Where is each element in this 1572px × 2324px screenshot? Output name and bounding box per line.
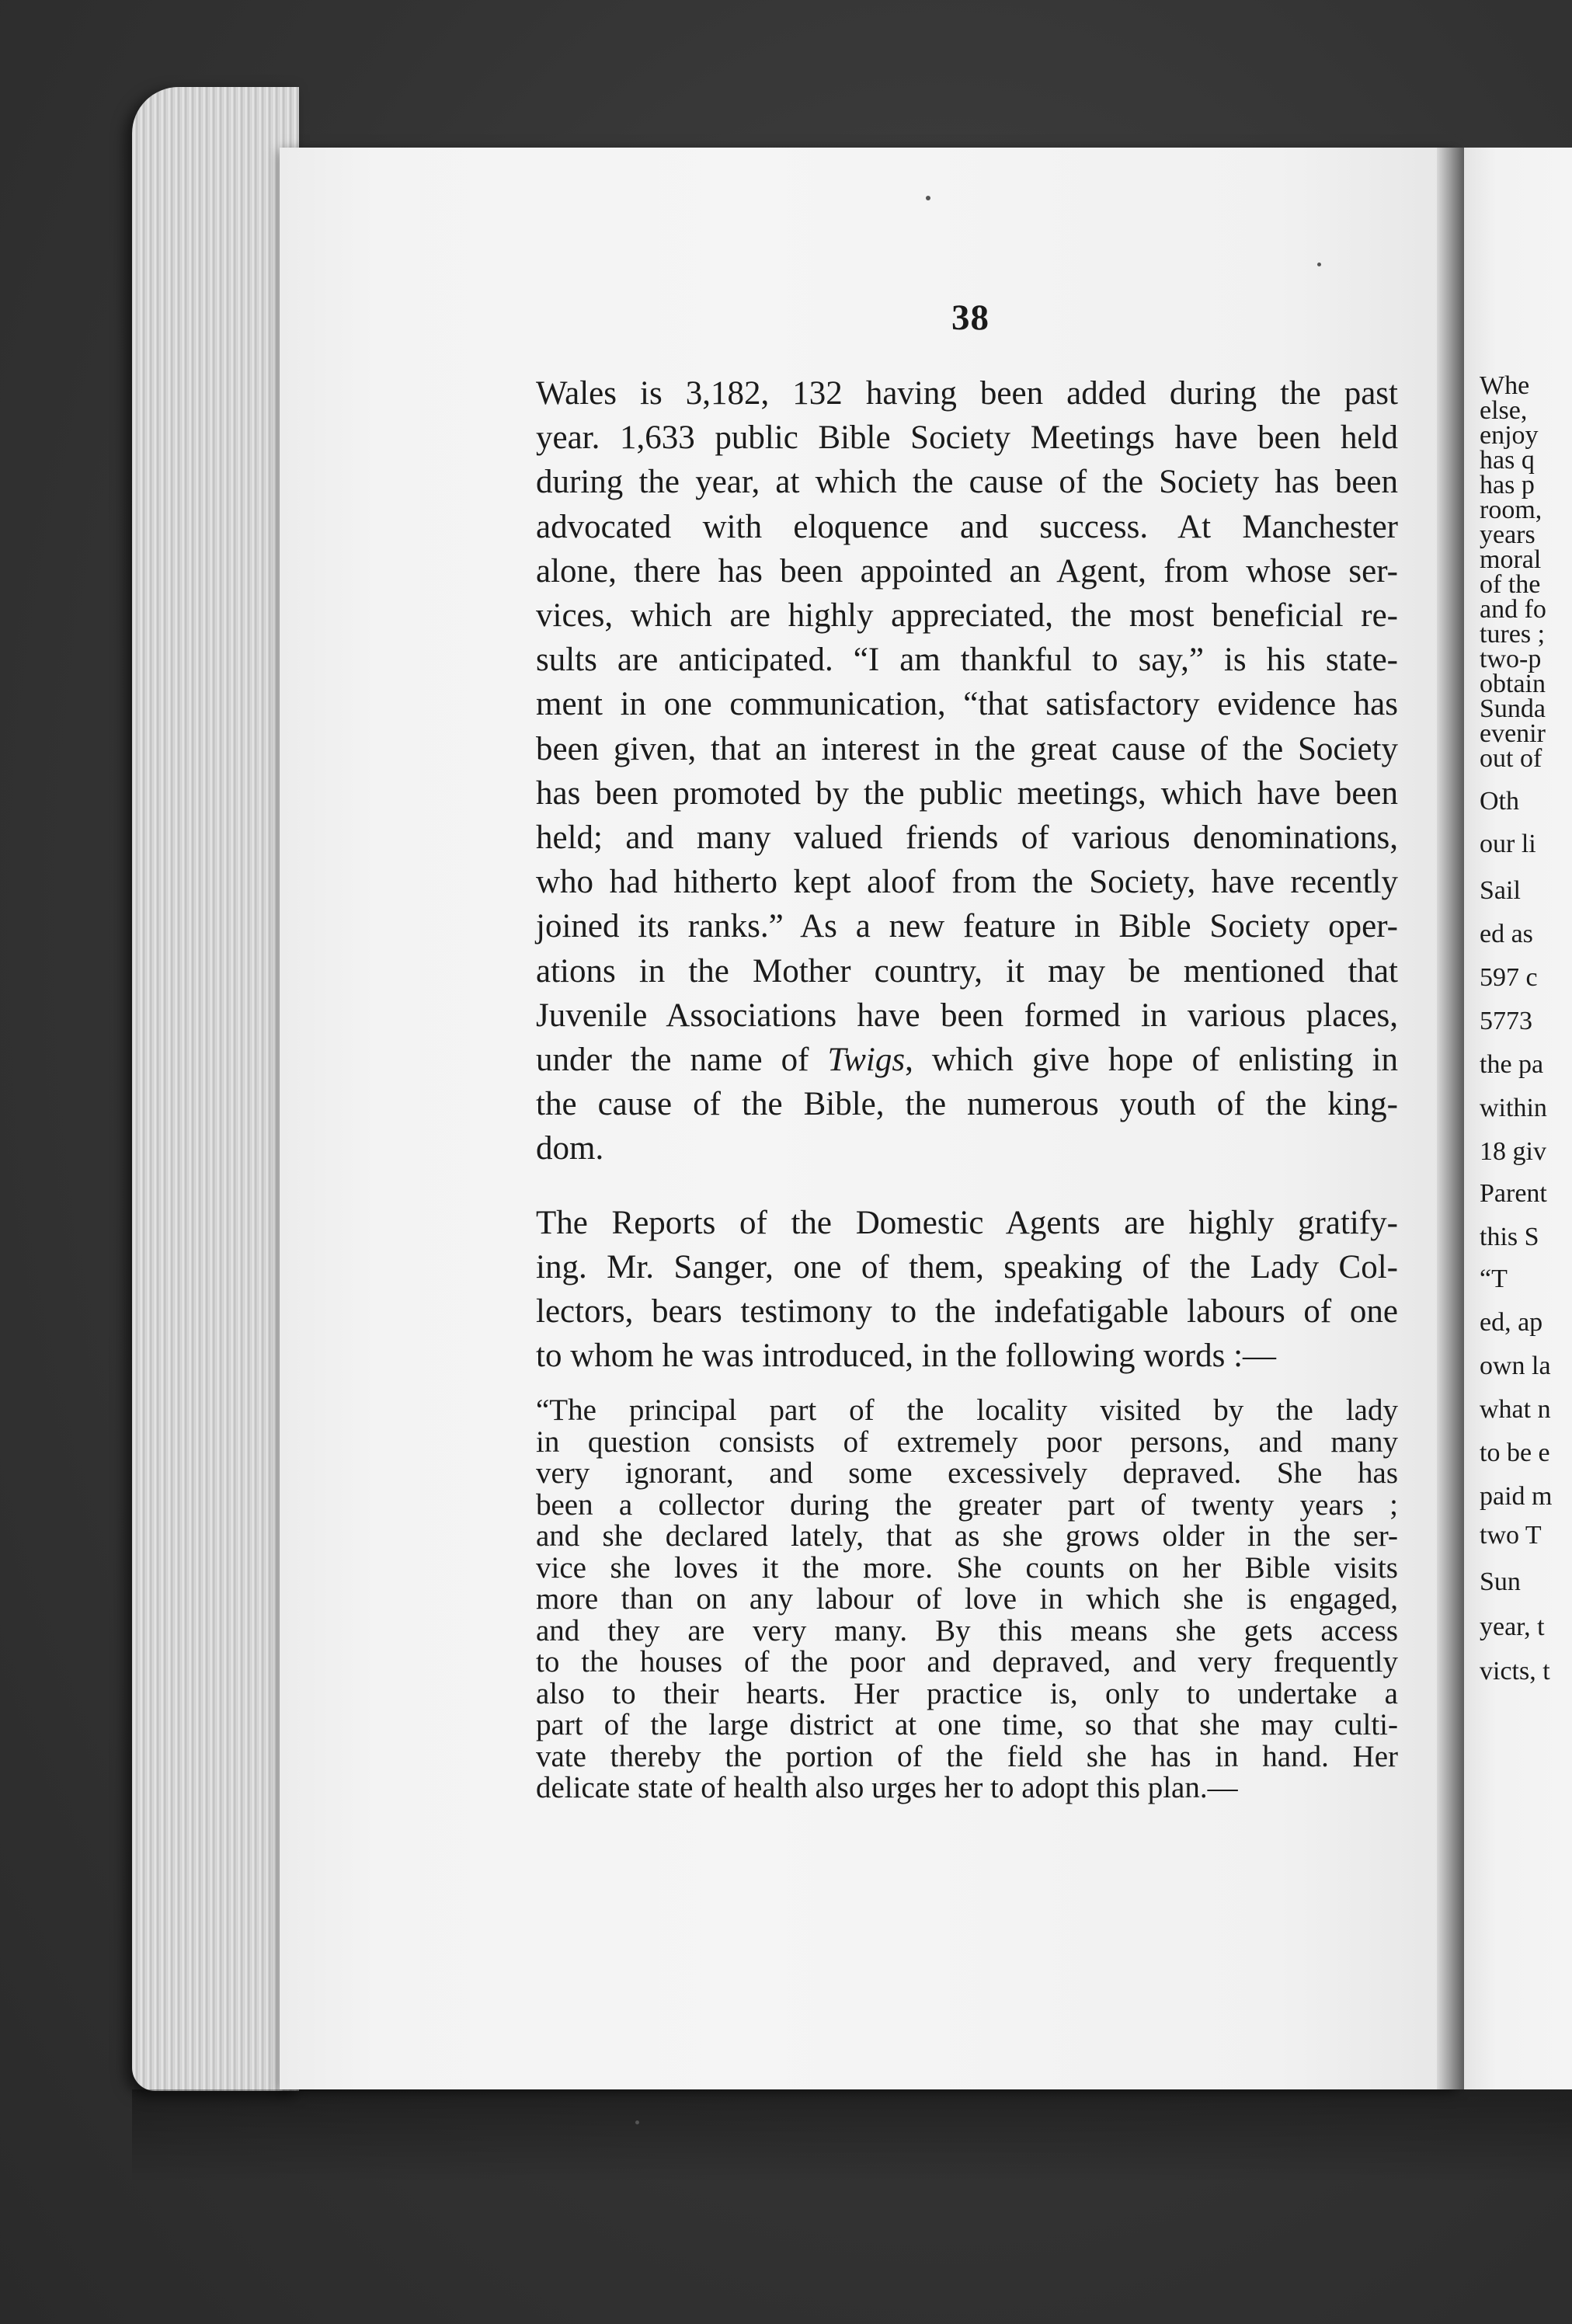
facing-page-line: Parent — [1480, 1179, 1547, 1208]
facing-page-text — [1480, 371, 1572, 1707]
facing-page-line: what n — [1480, 1395, 1551, 1424]
text-line: been a collector during the greater part of twenty years ; — [536, 1487, 1398, 1522]
facing-page-line: and fo — [1480, 595, 1546, 624]
paper-speck — [926, 196, 930, 200]
text-line: and they are very many. By this means she gets access — [536, 1613, 1398, 1647]
text-line: Juvenile Associations have been formed in various places, — [536, 997, 1398, 1034]
book-page-edges — [132, 87, 299, 2091]
paper-speck — [635, 2120, 639, 2124]
text-line: during the year, at which the cause of the Society has been — [536, 464, 1398, 501]
facing-page-line: the pa — [1480, 1050, 1544, 1079]
text-line: in question consists of extremely poor persons, and many — [536, 1425, 1398, 1459]
text-line: Wales is 3,182, 132 having been added during the past — [536, 375, 1398, 412]
page-shadow — [132, 2089, 1572, 2183]
facing-page-line: Sunda — [1480, 694, 1546, 723]
facing-page-line: enjoy — [1480, 421, 1539, 450]
text-line: lectors, bears testimony to the indefatigable labours of one — [536, 1293, 1398, 1331]
facing-page-line: this S — [1480, 1223, 1539, 1251]
text-line: delicate state of health also urges her to adopt this plan.— — [536, 1771, 1238, 1805]
facing-page-line: to be e — [1480, 1439, 1550, 1467]
text-line: and she declared lately, that as she grows older in the ser- — [536, 1519, 1398, 1553]
facing-page-line: Oth — [1480, 787, 1519, 816]
text-line: “The principal part of the locality visited by the lady — [536, 1393, 1398, 1428]
text-line: alone, there has been appointed an Agent, from whose ser- — [536, 552, 1398, 590]
text-line: to whom he was introduced, in the following words :— — [536, 1338, 1277, 1375]
facing-page-line: year, t — [1480, 1613, 1545, 1641]
text-line: who had hitherto kept aloof from the Society, have recently — [536, 864, 1398, 901]
facing-page-line: within — [1480, 1094, 1547, 1122]
text-line: to the houses of the poor and depraved, and very frequently — [536, 1645, 1398, 1679]
text-line: part of the large district at one time, so that she may culti- — [536, 1708, 1398, 1742]
text-line: very ignorant, and some excessively depraved. She has — [536, 1456, 1398, 1491]
paragraph-2 — [536, 1201, 1398, 1379]
text-line: ing. Mr. Sanger, one of them, speaking of the Lady Col- — [536, 1248, 1398, 1286]
text-line: held; and many valued friends of various denominations, — [536, 819, 1398, 857]
text-line: under the name of Twigs, which give hope of enlisting in — [536, 1042, 1399, 1079]
facing-page-line: paid m — [1480, 1482, 1553, 1511]
facing-page-line: Whe — [1480, 371, 1530, 400]
facing-page-line: 18 giv — [1480, 1137, 1546, 1166]
facing-page-line: Sail — [1480, 876, 1521, 905]
paragraph-1 — [536, 371, 1398, 1171]
text-line: ations in the Mother country, it may be mentioned that — [536, 952, 1398, 990]
facing-page-line: out of — [1480, 744, 1542, 773]
text-line: dom. — [536, 1130, 604, 1167]
facing-page-line: years — [1480, 520, 1535, 549]
text-line: ment in one communication, “that satisfactory evidence has — [536, 686, 1398, 723]
text-line: vate thereby the portion of the field she has in hand. Her — [536, 1739, 1398, 1773]
facing-page-line: Sun — [1480, 1567, 1521, 1596]
book-gutter — [1437, 148, 1468, 2089]
text-line: been given, that an interest in the great cause of the Society — [536, 730, 1398, 767]
text-line: advocated with eloquence and success. At Manchester — [536, 508, 1398, 545]
block-quote — [536, 1395, 1398, 1804]
text-line: The Reports of the Domestic Agents are highly gratify- — [536, 1204, 1398, 1241]
facing-page-line: has q — [1480, 446, 1535, 475]
text-line: more than on any labour of love in which she is engaged, — [536, 1582, 1398, 1616]
facing-page-line: tures ; — [1480, 620, 1546, 649]
page-body — [536, 371, 1398, 1804]
text-line: joined its ranks.” As a new feature in Bible Society oper- — [536, 908, 1398, 945]
facing-page-line: two T — [1480, 1521, 1542, 1550]
text-line: the cause of the Bible, the numerous youth of the king- — [536, 1086, 1398, 1123]
facing-page-line: of the — [1480, 570, 1541, 599]
facing-page-line: own la — [1480, 1352, 1551, 1380]
facing-page-line: 5773 — [1480, 1007, 1532, 1035]
text-line: vice she loves it the more. She counts on her Bible visits — [536, 1550, 1398, 1585]
text-line: sults are anticipated. “I am thankful to say,” is his state- — [536, 642, 1398, 679]
paper-speck — [1317, 263, 1321, 266]
page-number: 38 — [951, 297, 989, 338]
facing-page-line: else, — [1480, 396, 1528, 425]
facing-page-line: has p — [1480, 471, 1535, 499]
facing-page-line: ed as — [1480, 920, 1533, 948]
facing-page-line: obtain — [1480, 670, 1546, 698]
text-line: year. 1,633 public Bible Society Meetings have been held — [536, 419, 1398, 457]
text-line: also to their hearts. Her practice is, only to undertake a — [536, 1676, 1398, 1710]
facing-page-line: moral — [1480, 545, 1542, 574]
facing-page-line: “T — [1480, 1265, 1508, 1293]
facing-page-line: evenir — [1480, 719, 1546, 748]
text-line: has been promoted by the public meetings, which have been — [536, 774, 1398, 812]
text-line: vices, which are highly appreciated, the most beneficial re- — [536, 597, 1398, 635]
facing-page-line: ed, ap — [1480, 1308, 1543, 1337]
facing-page-line: room, — [1480, 496, 1542, 524]
facing-page-line: victs, t — [1480, 1657, 1550, 1686]
facing-page-line: our li — [1480, 830, 1536, 858]
facing-page-line: 597 c — [1480, 963, 1538, 992]
facing-page-line: two-p — [1480, 645, 1542, 673]
